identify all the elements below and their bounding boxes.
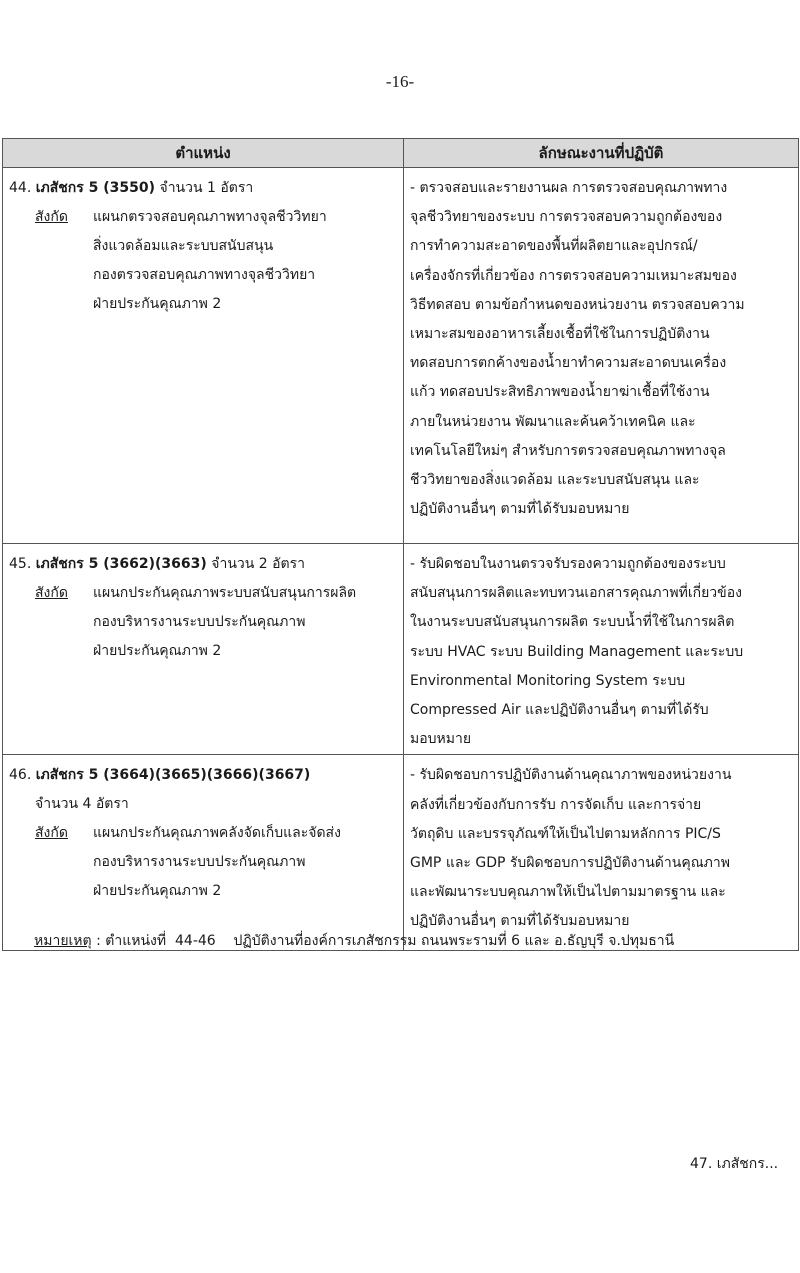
position-cell: [3, 168, 404, 544]
description-line: เหมาะสมของอาหารเลี้ยงเชื้อที่ใช้ในการปฏิบัติงาน: [410, 326, 710, 343]
description-line: ทดสอบการตกค้างของน้ำยาทำความสะอาดบนเครื่อง: [410, 355, 727, 372]
positions-table: [2, 138, 799, 951]
position-count: จำนวน 2 อัตรา: [211, 556, 306, 572]
affiliation-line: ฝ่ายประกันคุณภาพ 2: [93, 296, 222, 312]
description-line: จุลชีววิทยาของระบบ การตรวจสอบความถูกต้องของ: [410, 209, 723, 226]
position-name: เภสัชกร 5 (3662)(3663): [35, 556, 207, 572]
affiliation-line: แผนกตรวจสอบคุณภาพทางจุลชีววิทยา: [93, 209, 327, 225]
affiliation-line: กองบริหารงานระบบประกันคุณภาพ: [93, 614, 306, 630]
description-line: ในงานระบบสนับสนุนการผลิต ระบบน้ำที่ใช้ในการผลิต: [410, 614, 735, 631]
description-line: คลังที่เกี่ยวข้องกับการรับ การจัดเก็บ และการจ่าย: [410, 796, 702, 813]
header-job-description: ลักษณะงานที่ปฏิบัติ: [404, 139, 799, 168]
table-row: [3, 168, 799, 544]
description-line: - ตรวจสอบและรายงานผล การตรวจสอบคุณภาพทาง: [410, 180, 728, 196]
position-count: จำนวน 4 อัตรา: [35, 796, 129, 813]
affiliation-label: สังกัด: [35, 825, 68, 842]
description-cell: [404, 168, 799, 544]
affiliation-line: สิ่งแวดล้อมและระบบสนับสนุน: [93, 238, 274, 254]
description-line: Compressed Air และปฏิบัติงานอื่นๆ ตามที่ได้รับ: [410, 702, 709, 719]
description-line: การทำความสะอาดของพื้นที่ผลิตยาและอุปกรณ์/: [410, 238, 698, 255]
affiliation-line: แผนกประกันคุณภาพคลังจัดเก็บและจัดส่ง: [93, 825, 341, 842]
description-line: GMP และ GDP รับผิดชอบการปฏิบัติงานด้านคุณภาพ: [410, 855, 730, 872]
position-count: จำนวน 1 อัตรา: [159, 180, 254, 196]
header-position: ตำแหน่ง: [3, 139, 404, 168]
table-row: [3, 755, 799, 951]
description-line: มอบหมาย: [410, 731, 472, 748]
description-line: แก้ว ทดสอบประสิทธิภาพของน้ำยาฆ่าเชื้อที่ใช้งาน: [410, 384, 710, 401]
affiliation: [9, 203, 397, 319]
position-number: 44.: [9, 180, 32, 196]
footnote: [34, 930, 674, 952]
table-header-row: [3, 139, 799, 168]
affiliation-line: แผนกประกันคุณภาพระบบสนับสนุนการผลิต: [93, 585, 357, 601]
description-line: เครื่องจักรที่เกี่ยวข้อง การตรวจสอบความเหมาะสมของ: [410, 267, 737, 284]
affiliation-label: สังกัด: [35, 585, 68, 601]
position-cell: [3, 544, 404, 755]
description-line: Environmental Monitoring System ระบบ: [410, 672, 686, 689]
description-line: - รับผิดชอบในงานตรวจรับรองความถูกต้องของระบบ: [410, 556, 726, 572]
description-line: - รับผิดชอบการปฏิบัติงานด้านคุณาภาพของหน่วยงาน: [410, 767, 732, 784]
description-line: ภายในหน่วยงาน พัฒนาและค้นคว้าเทคนิค และ: [410, 413, 696, 430]
footnote-label: หมายเหตุ: [34, 933, 92, 949]
position-name: เภสัชกร 5 (3664)(3665)(3666)(3667): [35, 767, 311, 784]
footnote-text: ตำแหน่งที่ 44-46 ปฏิบัติงานที่องค์การเภสัชกรรม ถนนพระรามที่ 6 และ อ.ธัญบุรี จ.ปทุมธานี: [105, 933, 675, 949]
description-line: เทคโนโลยีใหม่ๆ สำหรับการตรวจสอบคุณภาพทางจุล: [410, 442, 726, 459]
continuation-marker: 47. เภสัชกร...: [690, 1156, 779, 1172]
position-title: [9, 174, 397, 203]
description-line: ปฏิบัติงานอื่นๆ ตามที่ได้รับมอบหมาย: [410, 913, 630, 930]
table-row: [3, 544, 799, 755]
description-line: และพัฒนาระบบคุณภาพให้เป็นไปตามมาตรฐาน และ: [410, 884, 726, 901]
position-cell: [3, 755, 404, 951]
position-number: 46.: [9, 767, 32, 784]
affiliation: [9, 579, 397, 666]
description-cell: [404, 544, 799, 755]
description-line: วัตถุดิบ และบรรจุภัณฑ์ให้เป็นไปตามหลักการ PIC/S: [410, 825, 721, 842]
position-title: [9, 761, 397, 790]
position-name: เภสัชกร 5 (3550): [35, 180, 156, 196]
footnote-separator: :: [91, 933, 106, 949]
affiliation-label: สังกัด: [35, 209, 68, 225]
description-line: ชีววิทยาของสิ่งแวดล้อม และระบบสนับสนุน และ: [410, 472, 700, 489]
description-line: สนับสนุนการผลิตและทบทวนเอกสารคุณภาพที่เกี่ยวข้อง: [410, 585, 742, 602]
affiliation-line: กองตรวจสอบคุณภาพทางจุลชีววิทยา: [93, 267, 316, 283]
description-line: ปฏิบัติงานอื่นๆ ตามที่ได้รับมอบหมาย: [410, 501, 630, 518]
position-title: [9, 550, 397, 579]
affiliation-line: ฝ่ายประกันคุณภาพ 2: [93, 883, 222, 900]
position-number: 45.: [9, 556, 32, 572]
description-cell: [404, 755, 799, 951]
affiliation: [9, 819, 397, 906]
page-number: -16-: [385, 72, 415, 91]
affiliation-line: ฝ่ายประกันคุณภาพ 2: [93, 643, 222, 659]
description-line: ระบบ HVAC ระบบ Building Management และระบบ: [410, 643, 744, 660]
affiliation-line: กองบริหารงานระบบประกันคุณภาพ: [93, 854, 306, 871]
description-line: วิธีทดสอบ ตามข้อกำหนดของหน่วยงาน ตรวจสอบความ: [410, 296, 745, 313]
